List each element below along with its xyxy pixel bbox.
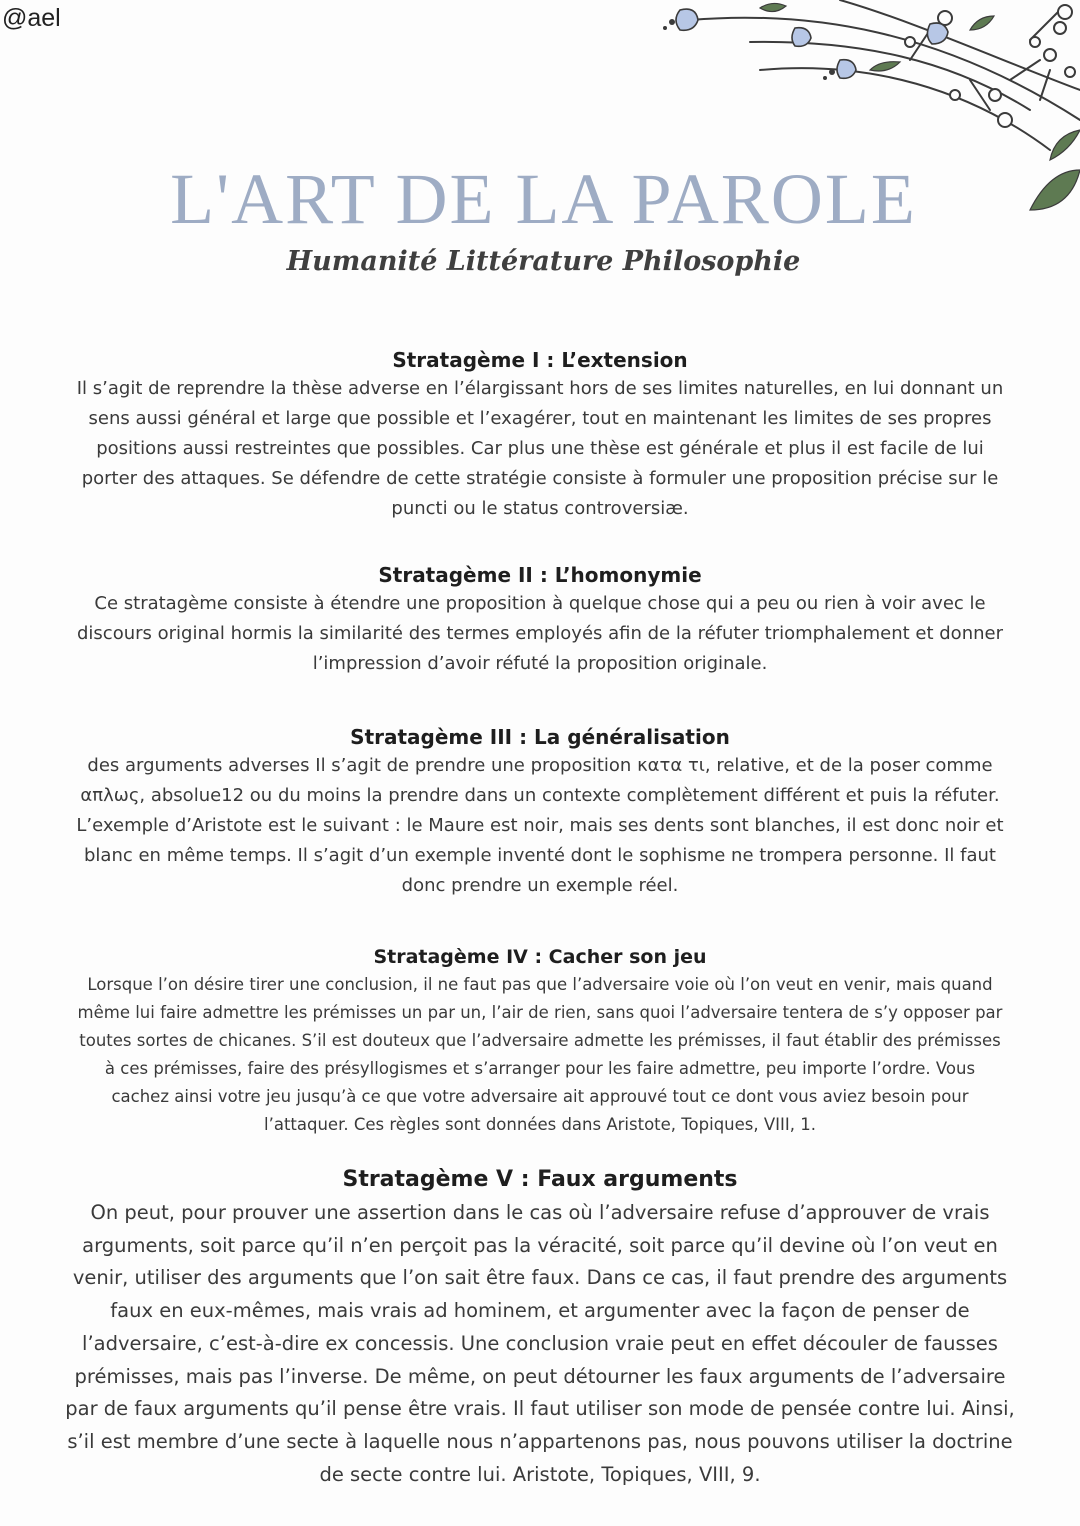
stem-mid — [750, 42, 1030, 110]
section-body — [38, 1197, 1042, 1491]
body-line: toutes sortes de chicanes. S’il est douteux que l’adversaire admette les prémisses, il faut établir des prémisses — [79, 1031, 1001, 1050]
body-line: l’impression d’avoir réfuté la proposition originale. — [312, 653, 768, 674]
section-stratageme-3 — [38, 723, 1042, 901]
bluebell-2 — [792, 28, 811, 47]
bud-9 — [950, 90, 960, 100]
body-line: porter des attaques. Se défendre de cette stratégie consiste à formuler une proposition précise sur le — [81, 468, 999, 489]
body-line: blanc en même temps. Il s’agit d’un exemple inventé dont le sophisme ne trompera personne. Il faut — [84, 845, 996, 866]
bud-8 — [1065, 67, 1075, 77]
section-stratageme-4 — [38, 943, 1042, 1139]
page-subtitle: Humanité Littérature Philosophie — [286, 246, 801, 277]
bud-5 — [1054, 22, 1066, 34]
section-heading: Stratagème III : La généralisation — [350, 725, 730, 749]
section-stratageme-1 — [38, 346, 1042, 524]
stem-branch-3 — [1010, 60, 1040, 80]
body-line: prémisses, mais pas l’inverse. De même, on peut détourner les faux arguments de l’adversaire — [74, 1364, 1006, 1388]
body-line: puncti ou le status controversiæ. — [391, 498, 689, 519]
section-heading: Stratagème II : L’homonymie — [378, 563, 702, 587]
body-line: même lui faire admettre les prémisses un par un, l’air de rien, sans quoi l’adversaire tentera de s’y opposer par — [77, 1003, 1003, 1022]
body-line: donc prendre un exemple réel. — [401, 875, 679, 896]
section-heading: Stratagème V : Faux arguments — [342, 1167, 738, 1192]
section-stratageme-5 — [38, 1163, 1042, 1491]
body-line: l’attaquer. Ces règles sont données dans Aristote, Topiques, VIII, 1. — [264, 1115, 816, 1134]
body-line: positions aussi restreintes que possibles. Car plus une thèse est générale et plus il est facile de lui — [96, 438, 984, 459]
body-line: sens aussi général et large que possible et l’exagérer, tout en maintenant les limites de ses propres — [88, 408, 992, 429]
bluebell-1 — [676, 9, 698, 30]
body-line: de secte contre lui. Aristote, Topiques, VIII, 9. — [319, 1462, 761, 1486]
body-line: Lorsque l’on désire tirer une conclusion, il ne faut pas que l’adversaire voie où l’on veut en venir, mais quand — [87, 975, 993, 994]
bud-3 — [989, 89, 1001, 101]
body-line: arguments, soit parce qu’il n’en perçoit pas la véracité, soit parce qu’il devine où l’on veut en — [82, 1233, 998, 1257]
body-line: par de faux arguments qu’il pense être vrais. Il faut utiliser son mode de pensée contre lui. Ainsi, — [65, 1397, 1015, 1421]
body-line: faux en eux-mêmes, mais vrais ad hominem, et argumenter avec la façon de penser de — [110, 1299, 970, 1323]
section-stratageme-2 — [38, 561, 1042, 679]
stem-lower — [760, 68, 1050, 150]
page-title: L'ART DE LA PAROLE — [170, 159, 917, 239]
section-body — [38, 589, 1042, 679]
stem-branch-2 — [970, 80, 990, 110]
leaf-3 — [870, 62, 900, 71]
section-heading: Stratagème I : L’extension — [392, 348, 688, 372]
section-heading: Stratagème IV : Cacher son jeu — [373, 946, 707, 968]
bud-6 — [1058, 5, 1072, 19]
dot-1 — [669, 19, 675, 25]
body-line: cachez ainsi votre jeu jusqu’à ce que votre adversaire ait approuvé tout ce dont vous aviez besoin pour — [111, 1087, 969, 1106]
author-handle: @ael — [2, 4, 61, 32]
body-line: Il s’agit de reprendre la thèse adverse en l’élargissant hors de ses limites naturelles, en lui donnant un — [76, 378, 1004, 399]
dot-3 — [829, 69, 835, 75]
bud-4 — [1044, 49, 1056, 61]
body-line: On peut, pour prouver une assertion dans le cas où l’adversaire refuse d’approuver de vrais — [90, 1201, 990, 1224]
section-body — [38, 971, 1042, 1139]
bluebell-4 — [927, 23, 948, 44]
bud-7 — [1030, 37, 1040, 47]
body-line: l’adversaire, c’est-à-dire ex concessis. Une conclusion vraie peut en effet découler de fausses — [82, 1331, 998, 1355]
dot-4 — [823, 76, 827, 80]
body-line: venir, utiliser des arguments que l’on sait être faux. Dans ce cas, il faut prendre des arguments — [72, 1266, 1008, 1290]
body-line: discours original hormis la similarité des termes employés afin de la réfuter triomphalement et donner — [77, 623, 1003, 644]
body-line: Ce stratagème consiste à étendre une proposition à quelque chose qui a peu ou rien à voir avec le — [94, 593, 986, 614]
body-line: L’exemple d’Aristote est le suivant : le Maure est noir, mais ses dents sont blanches, il est donc noir et — [76, 815, 1004, 836]
section-body — [38, 374, 1042, 524]
bud-2 — [998, 113, 1012, 127]
body-line: απλως, absolue12 ou du moins la prendre dans un contexte complètement différent et puis la réfuter. — [80, 785, 1000, 806]
bluebell-3 — [837, 60, 856, 79]
stem-upper — [840, 0, 1080, 90]
body-line: des arguments adverses Il s’agit de prendre une proposition κατα τι, relative, et de la poser comme — [87, 755, 993, 776]
leaf-4 — [760, 3, 786, 11]
leaf-5 — [970, 16, 994, 30]
dot-2 — [663, 26, 667, 30]
leaf-2 — [1050, 130, 1080, 160]
bud-10 — [905, 37, 915, 47]
body-line: s’il est membre d’une secte à laquelle nous n’appartenons pas, nous pouvons utiliser la doctrine — [67, 1429, 1013, 1453]
body-line: à ces prémisses, faire des présyllogismes et s’arranger pour les faire admettre, peu importe l’ordre. Vous — [104, 1059, 976, 1078]
section-body — [38, 751, 1042, 901]
